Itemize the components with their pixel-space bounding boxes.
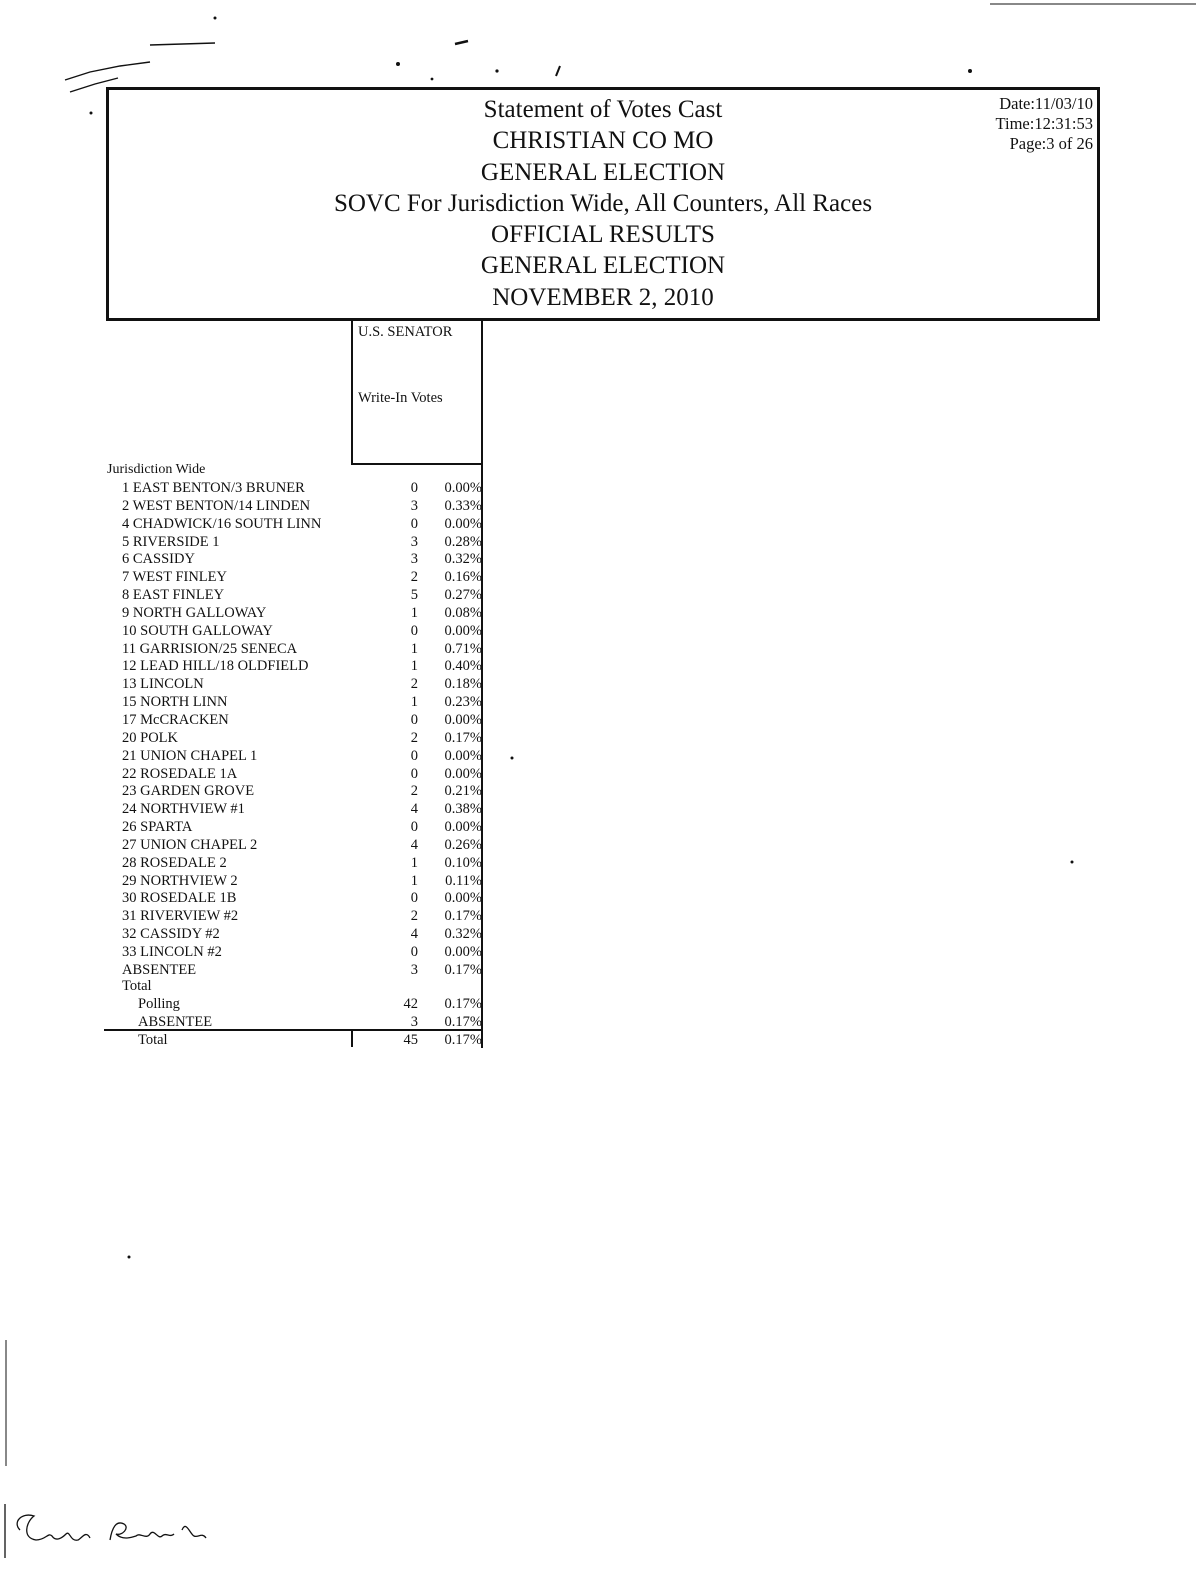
vote-count: 0 xyxy=(410,765,418,782)
vote-percent: 0.00% xyxy=(444,819,482,836)
precinct-name: 21 UNION CHAPEL 1 xyxy=(122,747,258,764)
precinct-name: 13 LINCOLN xyxy=(122,676,204,693)
vote-percent: 0.17% xyxy=(444,729,482,746)
vote-count: 0 xyxy=(410,622,418,639)
precinct-name: 7 WEST FINLEY xyxy=(122,569,227,586)
vote-percent: 0.08% xyxy=(444,604,482,621)
title-line: Statement of Votes Cast xyxy=(483,96,723,123)
precinct-name: 26 SPARTA xyxy=(122,819,193,836)
vote-count: 45 xyxy=(403,1031,418,1048)
vote-count: 3 xyxy=(410,1013,418,1030)
race-name: U.S. SENATOR xyxy=(358,324,453,340)
title-line: GENERAL ELECTION xyxy=(480,252,726,280)
vote-count: 0 xyxy=(410,943,418,960)
precinct-name: 22 ROSEDALE 1A xyxy=(122,765,238,782)
totals-label: ABSENTEE xyxy=(138,1013,213,1030)
vote-count: 4 xyxy=(410,801,418,818)
vote-percent: 0.32% xyxy=(444,926,482,943)
vote-count: 4 xyxy=(410,836,418,853)
vote-percent: 0.00% xyxy=(444,480,482,496)
vote-percent: 0.10% xyxy=(444,854,482,871)
vote-count: 0 xyxy=(410,515,418,532)
vote-percent: 0.00% xyxy=(444,711,482,728)
vote-percent: 0.38% xyxy=(444,801,482,818)
vote-percent: 0.00% xyxy=(444,622,482,639)
vote-count: 2 xyxy=(410,569,418,586)
precinct-name: 6 CASSIDY xyxy=(122,551,195,568)
vote-percent: 0.71% xyxy=(444,640,482,657)
vote-count: 3 xyxy=(410,551,418,568)
precinct-name: 9 NORTH GALLOWAY xyxy=(122,604,267,621)
vote-percent: 0.17% xyxy=(444,908,482,925)
report-date: Date:11/03/10 xyxy=(999,94,1093,113)
precinct-name: 32 CASSIDY #2 xyxy=(122,926,220,943)
vote-count: 0 xyxy=(410,747,418,764)
precinct-name: 1 EAST BENTON/3 BRUNER xyxy=(122,480,305,496)
precinct-name: 30 ROSEDALE 1B xyxy=(122,890,237,907)
precinct-name: 29 NORTHVIEW 2 xyxy=(122,872,238,889)
precinct-name: 33 LINCOLN #2 xyxy=(122,943,222,960)
vote-count: 1 xyxy=(410,640,418,657)
vote-count: 1 xyxy=(410,872,418,889)
precinct-name: 24 NORTHVIEW #1 xyxy=(122,801,245,818)
precinct-name: 11 GARRISION/25 SENECA xyxy=(122,640,298,657)
column-header-write-in: Write-In Votes xyxy=(358,390,443,406)
vote-count: 2 xyxy=(410,908,418,925)
vote-percent: 0.17% xyxy=(444,1013,482,1030)
vote-percent: 0.18% xyxy=(444,676,482,693)
vote-count: 4 xyxy=(410,926,418,943)
vote-percent: 0.00% xyxy=(444,765,482,782)
title-line: NOVEMBER 2, 2010 xyxy=(492,283,714,311)
precinct-name: 8 EAST FINLEY xyxy=(122,587,225,604)
totals-label: Total xyxy=(138,1031,168,1048)
title-line: OFFICIAL RESULTS xyxy=(491,221,715,249)
jurisdiction-label: Jurisdiction Wide xyxy=(107,462,206,477)
precinct-name: ABSENTEE xyxy=(122,961,197,978)
totals-label: Polling xyxy=(138,995,180,1012)
vote-count: 3 xyxy=(410,533,418,550)
vote-percent: 0.16% xyxy=(444,569,482,586)
report-page: Page:3 of 26 xyxy=(1009,134,1093,153)
vote-count: 5 xyxy=(410,587,418,604)
vote-percent: 0.23% xyxy=(444,694,482,711)
vote-count: 0 xyxy=(410,711,418,728)
precinct-name: 15 NORTH LINN xyxy=(122,694,228,711)
vote-count: 1 xyxy=(410,694,418,711)
vote-count: 0 xyxy=(410,890,418,907)
vote-percent: 0.00% xyxy=(444,890,482,907)
vote-percent: 0.11% xyxy=(445,872,482,889)
vote-count: 3 xyxy=(410,961,418,978)
signature-graphic xyxy=(0,1490,220,1560)
precinct-name: 31 RIVERVIEW #2 xyxy=(122,908,239,925)
vote-percent: 0.33% xyxy=(444,497,482,514)
vote-count: 42 xyxy=(403,995,418,1012)
precinct-name: 4 CHADWICK/16 SOUTH LINN xyxy=(122,515,322,532)
precinct-name: 27 UNION CHAPEL 2 xyxy=(122,836,258,853)
vote-percent: 0.28% xyxy=(444,533,482,550)
vote-count: 0 xyxy=(410,819,418,836)
precinct-name: 10 SOUTH GALLOWAY xyxy=(122,622,273,639)
vote-count: 2 xyxy=(410,729,418,746)
vote-percent: 0.00% xyxy=(444,515,482,532)
vote-percent: 0.27% xyxy=(444,587,482,604)
vote-percent: 0.17% xyxy=(444,1031,482,1048)
precinct-name: 28 ROSEDALE 2 xyxy=(122,854,227,871)
vote-percent: 0.21% xyxy=(444,783,482,800)
vote-percent: 0.00% xyxy=(444,943,482,960)
vote-percent: 0.32% xyxy=(444,551,482,568)
title-line: GENERAL ELECTION xyxy=(480,158,726,186)
vote-percent: 0.40% xyxy=(444,658,482,675)
title-line: CHRISTIAN CO MO xyxy=(492,127,714,155)
vote-count: 1 xyxy=(410,658,418,675)
vote-count: 2 xyxy=(410,676,418,693)
precinct-name: 2 WEST BENTON/14 LINDEN xyxy=(122,497,311,514)
precinct-name: 17 McCRACKEN xyxy=(122,711,229,728)
vote-count: 1 xyxy=(410,604,418,621)
vote-percent: 0.17% xyxy=(444,995,482,1012)
precinct-name: 12 LEAD HILL/18 OLDFIELD xyxy=(122,658,309,675)
vote-count: 2 xyxy=(410,783,418,800)
title-line: SOVC For Jurisdiction Wide, All Counters, All Races xyxy=(333,189,873,217)
report-time: Time:12:31:53 xyxy=(995,114,1093,133)
vote-percent: 0.00% xyxy=(444,747,482,764)
precinct-name: 5 RIVERSIDE 1 xyxy=(122,533,220,550)
totals-label: Total xyxy=(122,978,152,994)
vote-count: 0 xyxy=(410,480,418,496)
vote-percent: 0.26% xyxy=(444,836,482,853)
vote-count: 3 xyxy=(410,497,418,514)
precinct-name: 20 POLK xyxy=(122,729,178,746)
precinct-name: 23 GARDEN GROVE xyxy=(122,783,255,800)
vote-count: 1 xyxy=(410,854,418,871)
vote-percent: 0.17% xyxy=(444,961,482,978)
